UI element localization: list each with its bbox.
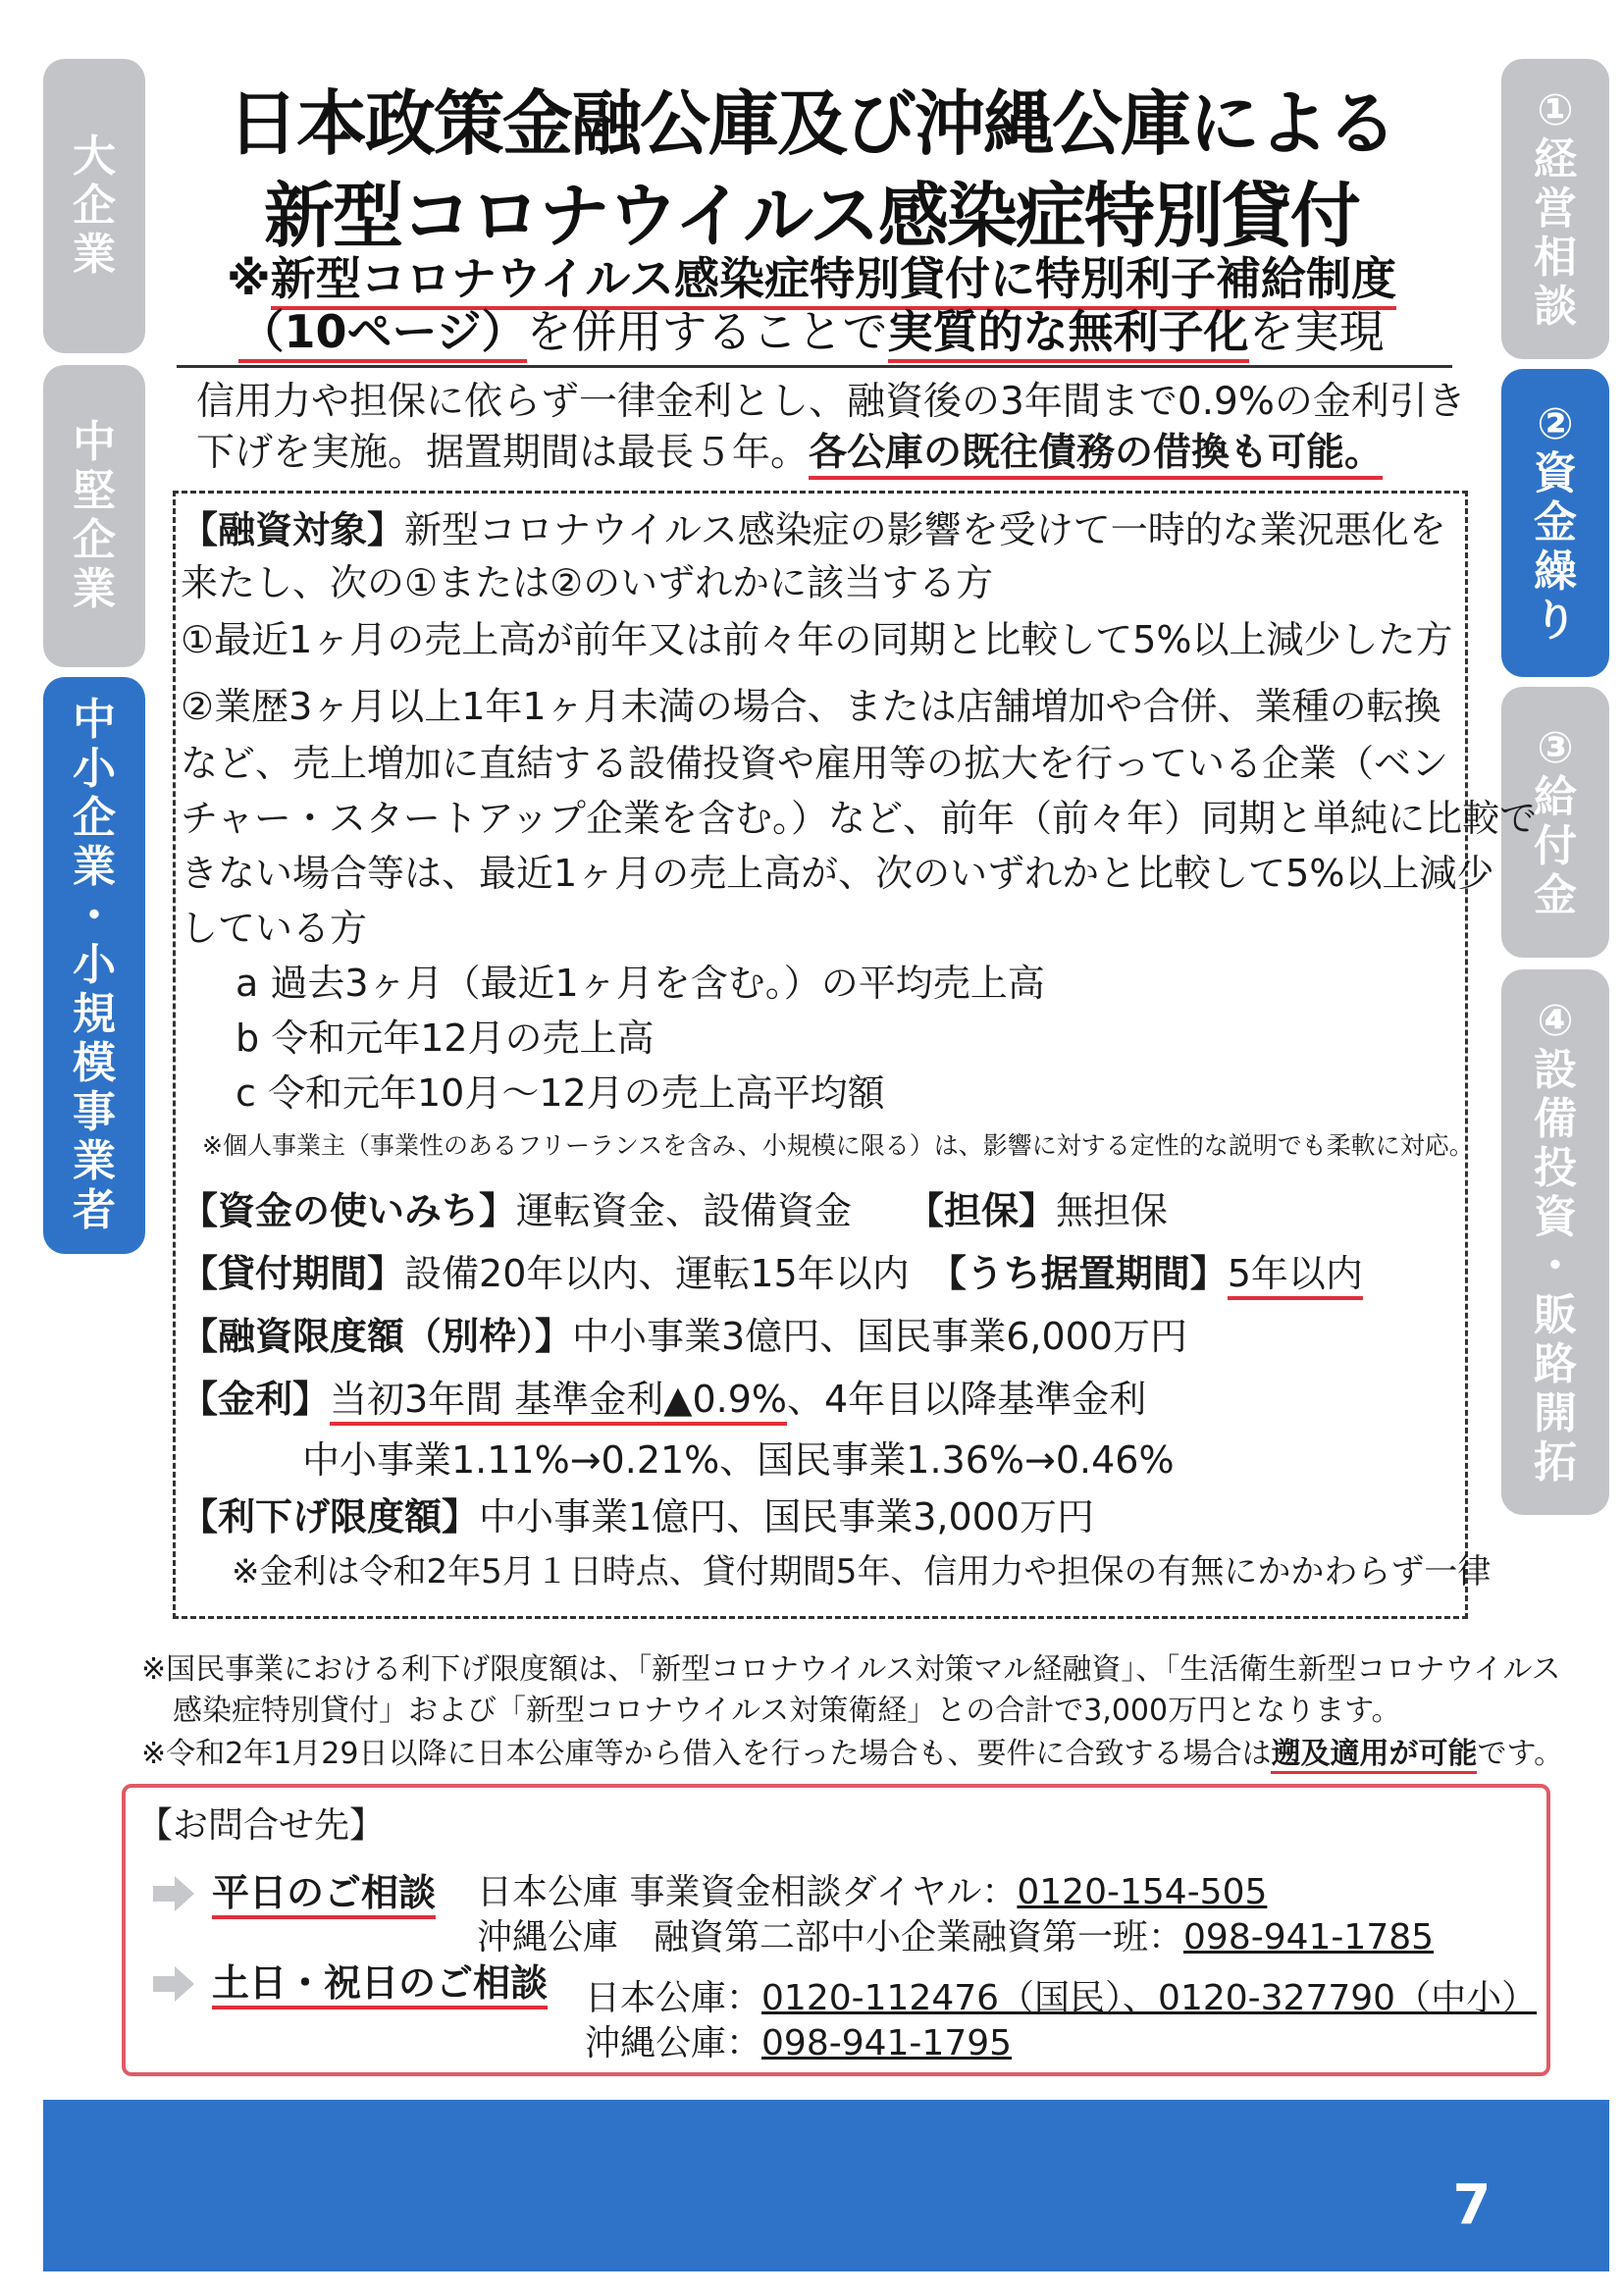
tab-sme[interactable]	[43, 677, 145, 1254]
tab-char: 経	[1534, 134, 1577, 184]
footnote-2-text: ※令和2年1月29日以降に日本公庫等から借入を行った場合も、要件に合致する場合は	[141, 1737, 1272, 1771]
holiday-1-org: 日本公庫：	[585, 1978, 762, 2018]
tab-char: 企	[73, 793, 116, 843]
tab-char: 繰	[1534, 547, 1577, 597]
tab-char: 大	[73, 131, 116, 182]
item-b: b 令和元年12月の売上高	[236, 1017, 654, 1060]
tab-char: 堅	[73, 466, 116, 516]
limit-line	[181, 1309, 1187, 1364]
tab-char: ④	[1537, 996, 1574, 1046]
rate-note: ※金利は令和2年5月１日時点、貸付期間5年、信用力や担保の有無にかかわらず一律	[232, 1552, 1492, 1592]
holiday-1-tel[interactable]: 0120-112476（国民）、0120-327790（中小）	[761, 1978, 1538, 2018]
rate-detail: 中小事業1.11%→0.21%、国民事業1.36%→0.46%	[302, 1438, 1175, 1482]
holiday-line1	[585, 1976, 1537, 2021]
tab-char: 備	[1534, 1094, 1577, 1144]
tab-char: 者	[73, 1185, 116, 1235]
tab-char: 金	[1534, 497, 1577, 548]
footnote-1-line2: 感染症特別貸付」および「新型コロナウイルス対策衛経」との合計で3,000万円となります。	[173, 1694, 1401, 1728]
subtitle-text3: を実現	[1248, 305, 1385, 358]
limit-value: 中小事業3億円、国民事業6,000万円	[572, 1315, 1187, 1358]
target-text1: 新型コロナウイルス感染症の影響を受けて一時的な業況悪化を	[404, 508, 1446, 551]
target-line2: 来たし、次の①または②のいずれかに該当する方	[181, 561, 994, 604]
tab-char: 営	[1534, 183, 1577, 234]
tab-char: 中	[73, 695, 116, 745]
term-value: 設備20年以内、運転15年以内	[404, 1252, 910, 1295]
tab-char: り	[1534, 596, 1577, 646]
tab-char: 小	[73, 940, 116, 990]
tab-char: ②	[1537, 399, 1574, 449]
rate-value-initial: 当初3年間 基準金利▲0.9%	[330, 1378, 787, 1426]
tab-char: 金	[1534, 870, 1577, 920]
use-value: 運転資金、設備資金	[516, 1189, 853, 1232]
weekday-2-org: 沖縄公庫 融資第二部中小企業融資第一班：	[477, 1917, 1184, 1957]
tab-char: 資	[1534, 1192, 1577, 1242]
term-and-grace	[181, 1246, 1363, 1301]
footnote-1-line1: ※国民事業における利下げ限度額は、「新型コロナウイルス対策マル経融資」、「生活衛生新型コロナウイルス	[141, 1652, 1561, 1687]
arrow-right-icon	[153, 1966, 194, 2002]
rate-head: 【金利】	[181, 1378, 331, 1421]
subtitle-page-ref: （10ページ）	[238, 305, 526, 363]
intro-text: 下げを実施。据置期間は最長５年。	[196, 431, 810, 475]
weekday-2-tel[interactable]: 098-941-1785	[1183, 1917, 1435, 1957]
bottom-bar	[43, 2100, 1609, 2271]
tab-char: ・	[1534, 1241, 1577, 1291]
weekday-label-text: 平日のご相談	[212, 1871, 436, 1919]
intro-line2	[196, 426, 1472, 481]
use-head: 【資金の使いみち】	[181, 1189, 517, 1232]
holiday-label-text: 土日・祝日のご相談	[212, 1961, 548, 2009]
weekday-1-tel[interactable]: 0120-154-505	[1017, 1872, 1268, 1912]
contact-head: 【お問合せ先】	[137, 1805, 386, 1846]
condition-2-line5: している方	[181, 907, 368, 950]
tab-char: 付	[1534, 821, 1577, 871]
page-number: 7	[1452, 2173, 1492, 2237]
item-a: a 過去3ヶ月（最近1ヶ月を含む。）の平均売上高	[236, 962, 1045, 1005]
grace-value: 5年以内	[1228, 1252, 1363, 1300]
tab-char: 規	[73, 989, 116, 1039]
subtitle-text1: 新型コロナウイルス感染症特別貸付に特別利子補給制度	[271, 252, 1396, 310]
tab-investment-sales[interactable]	[1501, 969, 1609, 1515]
weekday-1-org: 日本公庫 事業資金相談ダイヤル：	[477, 1872, 1018, 1912]
rate-value-later: 、4年目以降基準金利	[787, 1378, 1147, 1421]
weekday-line2	[477, 1915, 1434, 1960]
tab-char: 投	[1534, 1143, 1577, 1193]
arrow-right-icon	[153, 1876, 194, 1911]
footnote-2-highlight: 遡及適用が可能	[1271, 1737, 1477, 1774]
target-line1	[181, 502, 1446, 557]
tab-char: 相	[1534, 233, 1577, 283]
weekday-line1	[477, 1870, 1267, 1915]
tab-char: ・	[73, 891, 116, 941]
tab-mid-enterprise[interactable]	[43, 365, 145, 667]
tab-char: 中	[73, 417, 116, 467]
tab-char: 談	[1534, 282, 1577, 332]
item-c: c 令和元年10月～12月の売上高平均額	[236, 1071, 885, 1115]
holiday-label	[212, 1960, 548, 2006]
tab-char: 販	[1534, 1290, 1577, 1340]
tab-char: 拓	[1534, 1437, 1577, 1487]
tab-char: 模	[73, 1038, 116, 1088]
tab-char: 業	[73, 1136, 116, 1186]
tab-char: 企	[73, 515, 116, 565]
grace-head: 【うち据置期間】	[928, 1252, 1228, 1295]
term-head: 【貸付期間】	[181, 1252, 405, 1295]
tab-char: 開	[1534, 1388, 1577, 1438]
holiday-2-org: 沖縄公庫：	[585, 2023, 762, 2063]
holiday-2-tel[interactable]: 098-941-1795	[761, 2023, 1013, 2063]
tab-char: ①	[1537, 85, 1574, 135]
tab-char: 事	[73, 1087, 116, 1137]
tab-char: 小	[73, 744, 116, 794]
collateral-head: 【担保】	[907, 1189, 1057, 1232]
tab-char: 業	[73, 564, 116, 614]
footnote-2-end: です。	[1477, 1737, 1564, 1771]
note-individual: ※個人事業主（事業性のあるフリーランスを含み、小規模に限る）は、影響に対する定性的な説明でも柔軟に対応。	[202, 1131, 1474, 1160]
tab-char: 給	[1534, 772, 1577, 822]
tab-char: ③	[1537, 723, 1574, 773]
tab-char: 設	[1534, 1045, 1577, 1095]
reduction-limit-line	[181, 1489, 1094, 1544]
condition-2-line1: ②業歴3ヶ月以上1年1ヶ月未満の場合、または店舗増加や合併、業種の転換	[181, 685, 1441, 728]
tab-char: 業	[73, 842, 116, 892]
collateral-value: 無担保	[1056, 1189, 1169, 1232]
tab-char: 企	[73, 181, 116, 231]
limit-head: 【融資限度額（別枠）】	[181, 1315, 573, 1358]
reduction-value: 中小事業1億円、国民事業3,000万円	[479, 1495, 1094, 1539]
condition-1: ①最近1ヶ月の売上高が前年又は前々年の同期と比較して5%以上減少した方	[181, 618, 1453, 661]
target-head: 【融資対象】	[181, 508, 405, 551]
subtitle-highlight: 実質的な無利子化	[888, 305, 1249, 363]
reduction-head: 【利下げ限度額】	[181, 1495, 480, 1539]
page-title-line2: 新型コロナウイルス感染症特別貸付	[264, 175, 1359, 257]
weekday-label	[212, 1870, 436, 1915]
divider	[177, 365, 1452, 368]
intro-line1: 信用力や担保に依らず一律金利とし、融資後の3年間まで0.9%の金利引き	[196, 380, 1466, 424]
holiday-line2	[585, 2021, 1012, 2066]
subtitle-mark: ※	[227, 252, 271, 305]
rate-line	[181, 1372, 1146, 1427]
page-title-line1: 日本政策金融公庫及び沖縄公庫による	[227, 82, 1395, 165]
condition-2-line3: チャー・スタートアップ企業を含む。）など、前年（前々年）同期と単純に比較で	[181, 797, 1538, 840]
footnote-2	[141, 1733, 1563, 1776]
tab-char: 路	[1534, 1339, 1577, 1389]
tab-cash-flow[interactable]	[1501, 369, 1609, 677]
condition-2-line2: など、売上増加に直結する設備投資や雇用等の拡大を行っている企業（ベン	[181, 742, 1449, 785]
subtitle-line2	[0, 296, 1623, 361]
subtitle-text2: を併用することで	[526, 305, 888, 358]
condition-2-line4: きない場合等は、最近1ヶ月の売上高が、次のいずれかと比較して5%以上減少	[181, 852, 1494, 895]
use-and-collateral	[181, 1183, 1168, 1238]
tab-char: 業	[73, 230, 116, 280]
intro-highlight: 各公庫の既往債務の借換も可能。	[809, 431, 1383, 480]
tab-char: 資	[1534, 448, 1577, 498]
